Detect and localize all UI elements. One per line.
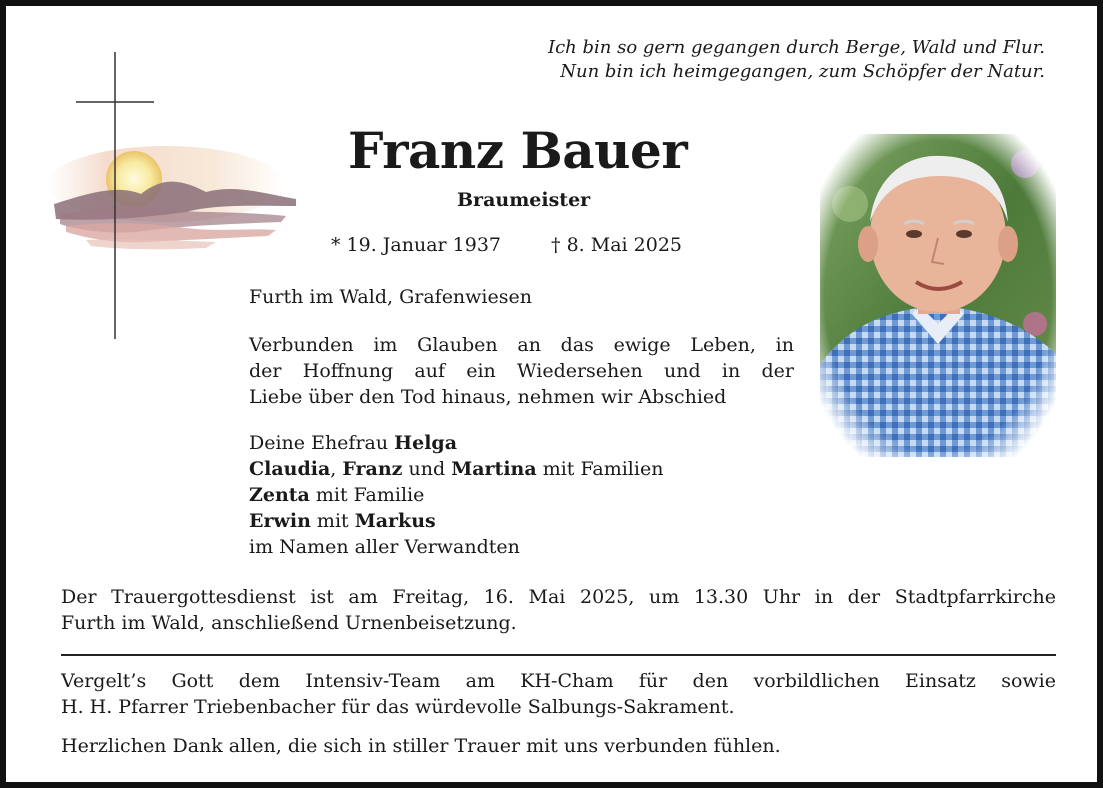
- faith-statement: [249, 332, 794, 410]
- mourners-list: [249, 430, 663, 560]
- thanks-line-2: H. H. Pfarrer Triebenbacher für das würdevolle Salbungs-Sakrament.: [61, 696, 735, 718]
- name-markus: Markus: [354, 510, 436, 532]
- death-date: † 8. Mai 2025: [551, 234, 682, 256]
- closing-thanks: Herzlichen Dank allen, die sich in stiller Trauer mit uns verbunden fühlen.: [61, 735, 781, 757]
- mourner-wife: [249, 430, 663, 456]
- funeral-service-info: [61, 584, 1056, 636]
- mourner-erwin: [249, 508, 663, 534]
- conjunction-mit: mit: [310, 510, 355, 532]
- quote-line-2: Nun bin ich heimgegangen, zum Schöpfer der Natur.: [560, 61, 1045, 82]
- section-divider: [61, 654, 1056, 656]
- thanks-text: [61, 668, 1056, 720]
- name-erwin: Erwin: [249, 510, 311, 532]
- wife-name: Helga: [394, 432, 458, 454]
- child-name-franz: Franz: [342, 458, 403, 480]
- mourner-relatives: im Namen aller Verwandten: [249, 536, 520, 558]
- child-name-martina: Martina: [451, 458, 537, 480]
- life-dates: [331, 234, 682, 256]
- service-line-1: Der Trauergottesdienst ist am Freitag, 16. Mai 2025, um 13.30 Uhr in der Stadtpfarrkirche: [61, 586, 1056, 608]
- quote-line-1: Ich bin so gern gegangen durch Berge, Wald und Flur.: [547, 37, 1045, 58]
- name-zenta: Zenta: [249, 484, 310, 506]
- birth-date: * 19. Januar 1937: [331, 234, 502, 256]
- child-name-claudia: Claudia: [249, 458, 331, 480]
- deceased-occupation: Braumeister: [457, 189, 591, 211]
- with-family: mit Familie: [309, 484, 425, 506]
- home-place: Furth im Wald, Grafenwiesen: [249, 286, 532, 308]
- thanks-line-1: Vergelt’s Gott dem Intensiv-Team am KH-Cham für den vorbildlichen Einsatz sowie: [61, 670, 1056, 692]
- service-line-2: Furth im Wald, anschließend Urnenbeisetzung.: [61, 612, 517, 634]
- portrait-photo: [820, 134, 1056, 457]
- memorial-quote: [548, 36, 1045, 84]
- with-families: mit Familien: [536, 458, 664, 480]
- conjunction: und: [402, 458, 452, 480]
- faith-line-1: Verbunden im Glauben an das ewige Leben, in: [249, 334, 794, 356]
- mourner-children: [249, 456, 663, 482]
- wife-prefix: Deine Ehefrau: [249, 432, 395, 454]
- faith-line-3: Liebe über den Tod hinaus, nehmen wir Abschied: [249, 386, 727, 408]
- faith-line-2: der Hoffnung auf ein Wiedersehen und in der: [249, 360, 794, 382]
- deceased-name: Franz Bauer: [348, 121, 688, 180]
- mourner-zenta: [249, 482, 663, 508]
- separator: ,: [330, 458, 343, 480]
